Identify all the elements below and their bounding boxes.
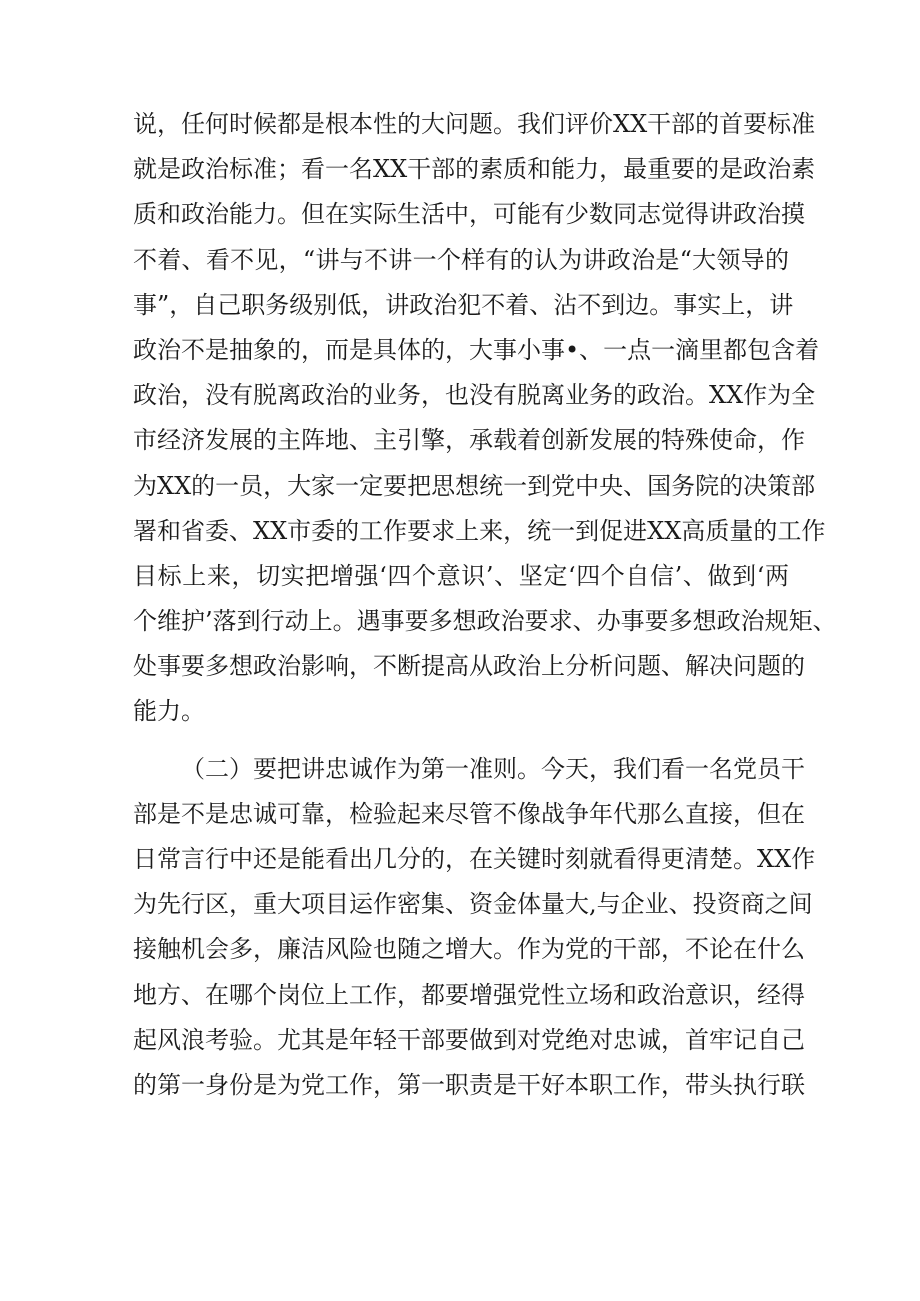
text-line: 质和政治能力。但在实际生活中，可能有少数同志觉得讲政治摸 — [133, 200, 805, 229]
text-line: 的第一身份是为党工作，第一职责是干好本职工作，带头执行联 — [133, 1070, 805, 1099]
text-line: 个维护’落到行动上。遇事要多想政治要求、办事要多想政治规矩、 — [133, 607, 837, 636]
text-line: 政治，没有脱离政治的业务，也没有脱离业务的政治。XX作为全 — [133, 381, 816, 410]
text-line: 处事要多想政治影响，不断提高从政治上分析问题、解决问题的 — [133, 652, 805, 681]
text-line: 署和省委、XX市委的工作要求上来，统一到促进XX高质量的工作 — [133, 516, 826, 545]
paragraph-2 — [133, 747, 816, 1109]
text-line: 事”，自己职务级别低，讲政治犯不着、沾不到边。事实上，讲 — [133, 290, 794, 319]
text-line: 地方、在哪个岗位上工作，都要增强党性立场和政治意识，经得 — [133, 980, 805, 1009]
text-line: 部是不是忠诚可靠，检验起来尽管不像战争年代那么直接，但在 — [133, 799, 805, 828]
text-line: 能力。 — [133, 697, 205, 726]
text-line: 起风浪考验。尤其是年轻干部要做到对党绝对忠诚，首牢记自己 — [133, 1025, 805, 1054]
text-line: 不着、看不见，“讲与不讲一个样有的认为讲政治是“大领导的 — [133, 245, 789, 274]
paragraph-spacer — [133, 735, 789, 747]
text-line: 说，任何时候都是根本性的大问题。我们评价XX干部的首要标准 — [133, 110, 816, 138]
text-line: 市经济发展的主阵地、主引擎，承载着创新发展的特殊使命，作 — [133, 426, 805, 455]
text-line: 为先行区，重大项目运作密集、资金体量大,与企业、投资商之间 — [133, 890, 813, 919]
text-line: 日常言行中还是能看出几分的，在关键时刻就看得更清楚。XX作 — [133, 845, 816, 873]
text-line: 为XX的一员，大家一定要把思想统一到党中央、国务院的决策部 — [133, 471, 816, 500]
document-body — [133, 102, 837, 1108]
text-line: 就是政治标准；看一名XX干部的素质和能力，最重要的是政治素 — [133, 155, 816, 184]
paragraph-1 — [133, 102, 837, 735]
text-line: 接触机会多，廉洁风险也随之增大。作为党的干部，不论在什么 — [133, 935, 805, 964]
text-line: （二）要把讲忠诚作为第一准则。今天，我们看一名党员干 — [181, 754, 805, 783]
text-line: 目标上来，切实把增强‘四个意识’、坚定‘四个自信’、做到‘两 — [133, 561, 789, 590]
text-line: 政治不是抽象的，而是具体的，大事小事•、一点一滴里都包含着 — [133, 335, 820, 364]
